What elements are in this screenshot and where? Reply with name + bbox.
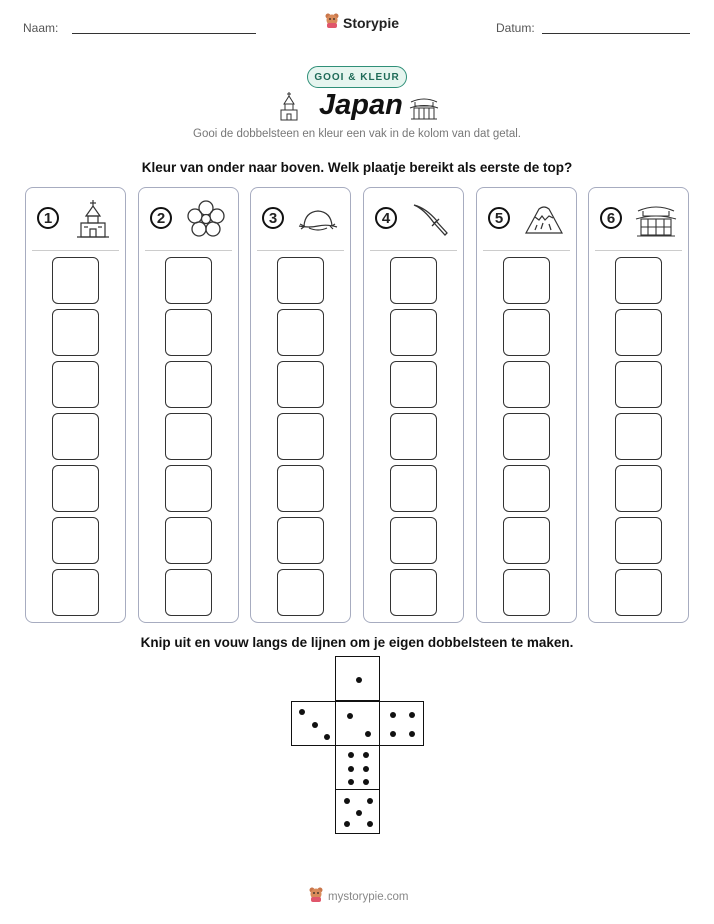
color-box[interactable]	[615, 413, 662, 460]
rice-ball-icon	[297, 199, 339, 239]
column-divider	[257, 250, 344, 251]
color-box[interactable]	[390, 517, 437, 564]
color-box[interactable]	[503, 517, 550, 564]
die-pip	[344, 821, 350, 827]
color-box[interactable]	[503, 361, 550, 408]
column-number: 1	[37, 207, 59, 229]
column-4	[363, 187, 464, 623]
die-pip	[348, 779, 354, 785]
color-box[interactable]	[615, 257, 662, 304]
column-6	[588, 187, 689, 623]
page-title: Japan	[319, 89, 403, 121]
die-pip	[312, 722, 318, 728]
die-face-5	[335, 789, 380, 834]
color-box[interactable]	[165, 413, 212, 460]
column-divider	[32, 250, 119, 251]
column-3	[250, 187, 351, 623]
color-box[interactable]	[52, 413, 99, 460]
color-box[interactable]	[615, 361, 662, 408]
color-box[interactable]	[615, 517, 662, 564]
japanese-house-icon	[409, 94, 439, 125]
color-box[interactable]	[165, 257, 212, 304]
die-face-1	[335, 656, 380, 701]
die-pip	[324, 734, 330, 740]
die-face-6	[335, 745, 380, 790]
die-pip	[363, 779, 369, 785]
die-pip	[347, 713, 353, 719]
temple-tower-icon	[278, 91, 300, 126]
katana-icon	[410, 199, 452, 239]
color-box[interactable]	[390, 309, 437, 356]
brand-name: Storypie	[343, 14, 400, 31]
name-label: Naam:	[23, 21, 59, 35]
column-2	[138, 187, 239, 623]
die-face-3	[291, 701, 336, 746]
die-pip	[367, 798, 373, 804]
die-pip	[409, 712, 415, 718]
color-box[interactable]	[390, 361, 437, 408]
color-box[interactable]	[165, 309, 212, 356]
column-number: 3	[262, 207, 284, 229]
die-pip	[390, 712, 396, 718]
color-box[interactable]	[503, 413, 550, 460]
color-box[interactable]	[165, 569, 212, 616]
die-face-4	[379, 701, 424, 746]
color-box[interactable]	[503, 257, 550, 304]
die-pip	[390, 731, 396, 737]
color-box[interactable]	[277, 465, 324, 512]
column-divider	[483, 250, 570, 251]
die-pip	[348, 752, 354, 758]
bear-logo-icon	[325, 13, 339, 32]
color-box[interactable]	[277, 569, 324, 616]
name-line[interactable]	[72, 33, 256, 34]
die-pip	[299, 709, 305, 715]
cherry-blossom-icon	[185, 199, 227, 239]
color-box[interactable]	[165, 517, 212, 564]
color-box[interactable]	[615, 569, 662, 616]
column-number: 4	[375, 207, 397, 229]
color-box[interactable]	[390, 413, 437, 460]
color-box[interactable]	[52, 465, 99, 512]
column-divider	[145, 250, 232, 251]
temple-tower-icon	[72, 199, 114, 239]
bear-logo-icon	[309, 887, 323, 906]
die-pip	[348, 766, 354, 772]
activity-badge: GOOI & KLEUR	[307, 66, 407, 88]
color-box[interactable]	[165, 361, 212, 408]
date-line[interactable]	[542, 33, 690, 34]
column-number: 5	[488, 207, 510, 229]
color-box[interactable]	[52, 517, 99, 564]
footer	[309, 887, 409, 906]
color-box[interactable]	[615, 309, 662, 356]
color-box[interactable]	[390, 465, 437, 512]
die-pip	[367, 821, 373, 827]
instruction-top: Kleur van onder naar boven. Welk plaatje bereikt als eerste de top?	[141, 160, 573, 175]
color-box[interactable]	[277, 309, 324, 356]
color-box[interactable]	[277, 361, 324, 408]
instruction-bottom: Knip uit en vouw langs de lijnen om je eigen dobbelsteen te maken.	[140, 635, 574, 650]
die-pip	[363, 752, 369, 758]
color-box[interactable]	[52, 257, 99, 304]
color-box[interactable]	[52, 569, 99, 616]
color-box[interactable]	[503, 465, 550, 512]
mount-fuji-icon	[523, 199, 565, 239]
die-pip	[365, 731, 371, 737]
die-pip	[344, 798, 350, 804]
column-number: 2	[150, 207, 172, 229]
color-box[interactable]	[165, 465, 212, 512]
japanese-house-icon	[635, 199, 677, 239]
subtitle: Gooi de dobbelsteen en kleur een vak in de kolom van dat getal.	[193, 128, 521, 140]
color-box[interactable]	[277, 257, 324, 304]
brand	[325, 13, 399, 32]
die-pip	[363, 766, 369, 772]
column-number: 6	[600, 207, 622, 229]
color-box[interactable]	[503, 309, 550, 356]
column-5	[476, 187, 577, 623]
die-pip	[409, 731, 415, 737]
color-box[interactable]	[52, 309, 99, 356]
color-box[interactable]	[503, 569, 550, 616]
color-box[interactable]	[277, 413, 324, 460]
color-box[interactable]	[52, 361, 99, 408]
color-box[interactable]	[277, 517, 324, 564]
date-label: Datum:	[496, 21, 535, 35]
die-pip	[356, 677, 362, 683]
die-face-2	[335, 701, 380, 746]
footer-url: mystorypie.com	[328, 890, 409, 903]
column-divider	[370, 250, 457, 251]
column-1	[25, 187, 126, 623]
column-divider	[595, 250, 682, 251]
color-box[interactable]	[390, 257, 437, 304]
die-pip	[356, 810, 362, 816]
color-box[interactable]	[390, 569, 437, 616]
color-box[interactable]	[615, 465, 662, 512]
